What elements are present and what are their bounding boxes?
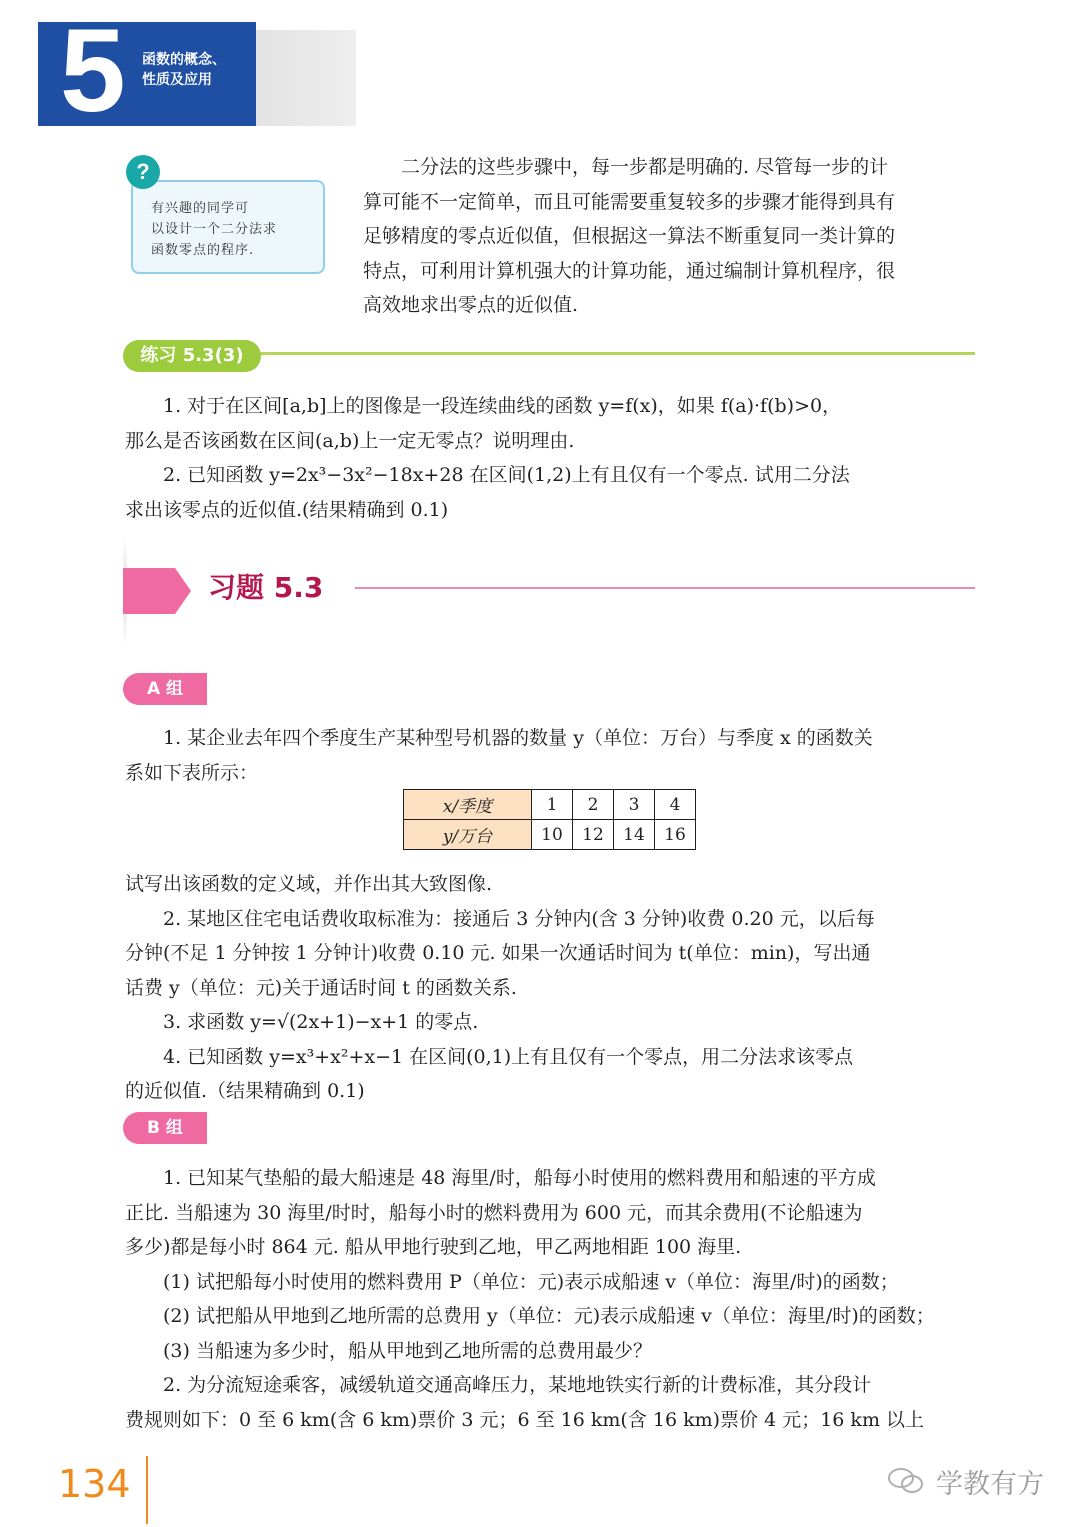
group-b-q1-line: 1. 已知某气垫船的最大船速是 48 海里/时，船每小时使用的燃料费用和船速的平方成 [163,1167,876,1189]
group-a-rest [125,867,980,1109]
group-a-q2-line: 分钟(不足 1 分钟按 1 分钟计)收费 0.10 元. 如果一次通话时间为 t(单位：min)，写出通 [125,942,871,964]
exercise-tab-icon [123,568,191,614]
sidebar-note-line: 函数零点的程序. [151,243,255,258]
exercise-divider [355,587,975,589]
table-cell: 2 [573,790,614,820]
sidebar-note [131,180,325,274]
table-cell: 12 [573,820,614,850]
practice-q1-line: 1. 对于在区间[a,b]上的图像是一段连续曲线的函数 y=f(x)，如果 f(a)·f(b)>0， [163,395,842,417]
table-cell: 4 [655,790,696,820]
group-a-q1: 1. 某企业去年四个季度生产某种型号机器的数量 y（单位：万台）与季度 x 的函数关 系如下表所示： [125,727,873,784]
group-b-q1-line: 正比. 当船速为 30 海里/时时，船每小时的燃料费用为 600 元，而其余费用(不论船速为 [125,1201,863,1224]
practice-q2-line: 求出该零点的近似值.(结果精确到 0.1) [125,498,449,521]
exercise-title: 习题 5.3 [208,571,324,604]
group-a-q3-line: 3. 求函数 y=√(2x+1)−x+1 的零点. [163,1011,479,1033]
group-a-q1-line: 试写出该函数的定义域，并作出其大致图像. [125,873,493,895]
sidebar-note-line: 有兴趣的同学可 [151,201,250,216]
group-b-q1-sub: (3) 当船速为多少时，船从甲地到乙地所需的总费用最少？ [163,1339,652,1362]
practice-questions [125,389,980,527]
group-b-questions [125,1161,980,1437]
data-table [403,789,696,850]
page-number: 134 [58,1462,131,1506]
question-icon: ? [126,155,160,189]
watermark: 学教有方 [936,1469,1044,1500]
table-row [404,790,696,820]
table-cell: 3 [614,790,655,820]
practice-q2-line: 2. 已知函数 y=2x³−3x²−18x+28 在区间(1,2)上有且仅有一个零点. 试用二分法 [163,464,850,486]
table-row [404,820,696,850]
wechat-icon [886,1466,926,1496]
practice-divider [255,352,975,355]
group-b-label: B 组 [123,1112,207,1144]
group-a-q4-line: 的近似值.（结果精确到 0.1) [125,1080,365,1102]
practice-title: 练习 5.3(3) [123,340,261,372]
group-a-label: A 组 [123,673,207,705]
chapter-title: 函数的概念、 性质及应用 [142,52,226,88]
table-cell: 14 [614,820,655,850]
group-b-q1-sub: (2) 试把船从甲地到乙地所需的总费用 y（单位：元)表示成船速 v（单位：海里/时)的函数； [163,1305,935,1327]
table-header-cell: x/季度 [404,790,532,820]
chapter-badge [38,5,318,137]
group-a-q4-line: 4. 已知函数 y=x³+x²+x−1 在区间(0,1)上有且仅有一个零点，用二分法求该零点 [163,1045,854,1068]
table-cell: 10 [532,820,573,850]
table-cell: 16 [655,820,696,850]
intro-paragraph: 二分法的这些步骤中，每一步都是明确的. 尽管每一步的计 算可能不一定简单，而且可能需要重复较多的步骤才能得到具有 足够精度的零点近似值，但根据这一算法不断重复同一类计算的 特点，可利用计算机强大的计算功能，通过编制计算机程序，很 高效地求出零点的近似值. [363,156,896,316]
group-b-q2-line: 费规则如下：0 至 6 km(含 6 km)票价 3 元；6 至 16 km(含 16 km)票价 4 元；16 km 以上 [125,1408,924,1431]
sidebar-note-line: 以设计一个二分法求 [151,222,278,237]
chapter-number: 5 [60,5,126,137]
group-b-q1-line: 多少)都是每小时 864 元. 船从甲地行驶到乙地，甲乙两地相距 100 海里. [125,1236,742,1258]
page-number-rule [146,1456,148,1524]
group-a-q2-line: 2. 某地区住宅电话费收取标准为：接通后 3 分钟内(含 3 分钟)收费 0.20 元，以后每 [163,907,875,930]
group-b-q2-line: 2. 为分流短途乘客，减缓轨道交通高峰压力，某地地铁实行新的计费标准，其分段计 [163,1374,872,1396]
group-b-q1-sub: (1) 试把船每小时使用的燃料费用 P（单位：元)表示成船速 v（单位：海里/时)的函数； [163,1270,899,1293]
table-cell: 1 [532,790,573,820]
group-a-q2-line: 话费 y（单位：元)关于通话时间 t 的函数关系. [125,976,517,999]
table-header-cell: y/万台 [404,820,532,850]
practice-q1-line: 那么是否该函数在区间(a,b)上一定无零点？说明理由. [125,429,575,452]
